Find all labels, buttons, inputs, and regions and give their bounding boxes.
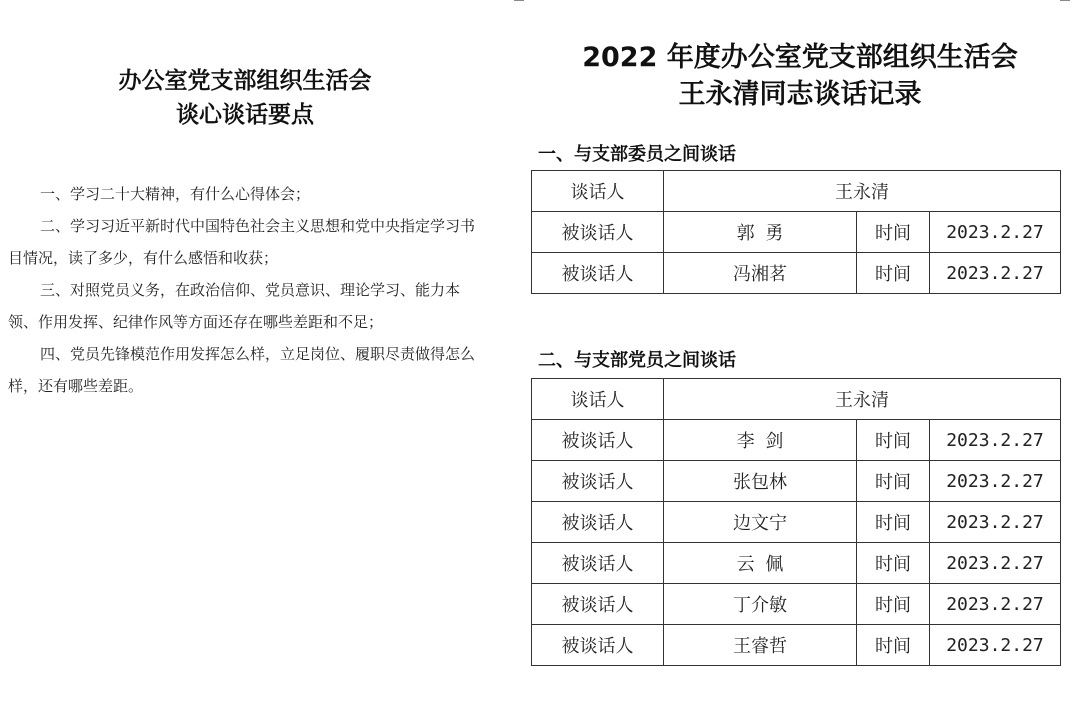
date-cell: 2023.2.27 bbox=[930, 625, 1061, 666]
time-label-cell: 时间 bbox=[857, 420, 930, 461]
date-cell: 2023.2.27 bbox=[930, 420, 1061, 461]
page-corner-mark-right bbox=[1060, 0, 1070, 1]
talking-points-list bbox=[8, 178, 488, 402]
interviewee-label-cell: 被谈话人 bbox=[532, 625, 664, 666]
table-row bbox=[532, 461, 1061, 502]
date-cell: 2023.2.27 bbox=[930, 543, 1061, 584]
talking-point-2: 二、学习习近平新时代中国特色社会主义思想和党中央指定学习书目情况，读了多少，有什么感悟和收获； bbox=[8, 217, 476, 267]
left-title-line2: 谈心谈话要点 bbox=[176, 101, 314, 128]
date-cell: 2023.2.27 bbox=[930, 253, 1061, 294]
section-heading-committee: 一、与支部委员之间谈话 bbox=[538, 144, 736, 165]
interviewee-label-cell: 被谈话人 bbox=[532, 253, 664, 294]
table-row bbox=[532, 502, 1061, 543]
date-cell: 2023.2.27 bbox=[930, 502, 1061, 543]
talker-name-cell: 王永清 bbox=[664, 379, 1061, 420]
interviewee-label-cell: 被谈话人 bbox=[532, 543, 664, 584]
time-label-cell: 时间 bbox=[857, 543, 930, 584]
talker-name-cell: 王永清 bbox=[664, 171, 1061, 212]
interviewee-name-cell: 冯湘茗 bbox=[664, 253, 857, 294]
table-row bbox=[532, 420, 1061, 461]
interviewee-label-cell: 被谈话人 bbox=[532, 212, 664, 253]
table-row bbox=[532, 212, 1061, 253]
left-document-page bbox=[0, 0, 500, 706]
record-title-line1: 2022 年度办公室党支部组织生活会 bbox=[582, 42, 1018, 73]
time-label-cell: 时间 bbox=[857, 212, 930, 253]
interviewee-name-cell: 郭 勇 bbox=[664, 212, 857, 253]
table-row bbox=[532, 543, 1061, 584]
time-label-cell: 时间 bbox=[857, 502, 930, 543]
table-row bbox=[532, 253, 1061, 294]
interviewee-name-cell: 张包林 bbox=[664, 461, 857, 502]
talker-label-cell: 谈话人 bbox=[532, 171, 664, 212]
member-talk-table bbox=[531, 378, 1061, 666]
time-label-cell: 时间 bbox=[857, 584, 930, 625]
talking-point-3: 三、对照党员义务，在政治信仰、党员意识、理论学习、能力本领、作用发挥、纪律作风等方面还存在哪些差距和不足； bbox=[8, 281, 461, 331]
table-header-row bbox=[532, 171, 1061, 212]
talking-point-4: 四、党员先锋模范作用发挥怎么样，立足岗位、履职尽责做得怎么样，还有哪些差距。 bbox=[8, 345, 476, 395]
interviewee-label-cell: 被谈话人 bbox=[532, 461, 664, 502]
left-title-line1: 办公室党支部组织生活会 bbox=[118, 67, 372, 94]
date-cell: 2023.2.27 bbox=[930, 212, 1061, 253]
time-label-cell: 时间 bbox=[857, 253, 930, 294]
time-label-cell: 时间 bbox=[857, 461, 930, 502]
talking-point-1: 一、学习二十大精神，有什么心得体会； bbox=[40, 185, 311, 203]
section-heading-members: 二、与支部党员之间谈话 bbox=[538, 350, 736, 371]
right-document-page bbox=[520, 0, 1080, 706]
record-title-line2: 王永清同志谈话记录 bbox=[678, 79, 922, 110]
interviewee-name-cell: 边文宁 bbox=[664, 502, 857, 543]
interviewee-name-cell: 丁介敏 bbox=[664, 584, 857, 625]
date-cell: 2023.2.27 bbox=[930, 461, 1061, 502]
interviewee-label-cell: 被谈话人 bbox=[532, 420, 664, 461]
table-row bbox=[532, 625, 1061, 666]
interviewee-name-cell: 李 剑 bbox=[664, 420, 857, 461]
interviewee-name-cell: 王睿哲 bbox=[664, 625, 857, 666]
interviewee-name-cell: 云 佩 bbox=[664, 543, 857, 584]
interviewee-label-cell: 被谈话人 bbox=[532, 584, 664, 625]
committee-talk-table bbox=[531, 170, 1061, 294]
date-cell: 2023.2.27 bbox=[930, 584, 1061, 625]
table-header-row bbox=[532, 379, 1061, 420]
talker-label-cell: 谈话人 bbox=[532, 379, 664, 420]
time-label-cell: 时间 bbox=[857, 625, 930, 666]
page-corner-mark-left bbox=[514, 0, 524, 1]
table-row bbox=[532, 584, 1061, 625]
interviewee-label-cell: 被谈话人 bbox=[532, 502, 664, 543]
